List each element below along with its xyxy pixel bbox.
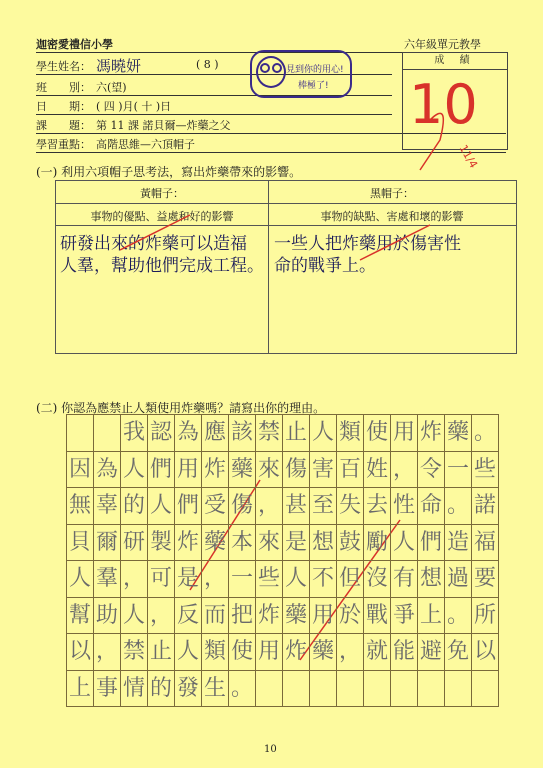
grid-cell: 一	[445, 452, 472, 489]
field-label: 學習重點：	[36, 138, 91, 151]
grid-cell: 們	[175, 488, 202, 525]
grid-cell: ，	[391, 452, 418, 489]
grid-cell: 爭	[391, 598, 418, 635]
grid-cell	[418, 671, 445, 708]
grid-cell: 甚	[283, 488, 310, 525]
grid-cell	[472, 671, 499, 708]
page-number: 10	[264, 744, 277, 755]
grid-cell: 藥	[202, 525, 229, 562]
grid-cell: 無	[67, 488, 94, 525]
grid-cell: 想	[310, 525, 337, 562]
grid-cell: 人	[310, 415, 337, 452]
black-hat-answer-2: 命的戰爭上。	[274, 256, 376, 276]
grid-cell: 們	[418, 525, 445, 562]
grid-cell: 認	[148, 415, 175, 452]
grid-cell: 傷	[283, 452, 310, 489]
field-value: 高階思維—六頂帽子	[96, 138, 195, 151]
grid-cell: 。	[472, 415, 499, 452]
grid-cell: 藥	[310, 634, 337, 671]
grid-cell: 福	[472, 525, 499, 562]
grid-cell: 炸	[175, 525, 202, 562]
grid-cell: ，	[94, 634, 121, 671]
grid-cell: 因	[67, 452, 94, 489]
grid-cell: 。	[445, 598, 472, 635]
grid-cell: 令	[418, 452, 445, 489]
grid-cell	[337, 671, 364, 708]
grid-cell: 失	[337, 488, 364, 525]
grid-cell: 類	[202, 634, 229, 671]
grid-cell: 用	[310, 598, 337, 635]
grid-cell: 我	[121, 415, 148, 452]
grid-cell: 傷	[229, 488, 256, 525]
grid-cell: 來	[256, 525, 283, 562]
grid-cell: 避	[418, 634, 445, 671]
grid-cell	[310, 671, 337, 708]
grid-cell: 人	[391, 525, 418, 562]
grid-cell: 人	[121, 598, 148, 635]
grid-cell: 藥	[445, 415, 472, 452]
grid-cell: 過	[445, 561, 472, 598]
student-number: ( 8 )	[196, 58, 219, 71]
grid-cell	[445, 671, 472, 708]
grid-cell: 以	[67, 634, 94, 671]
grid-cell: 來	[256, 452, 283, 489]
grid-cell: ，	[148, 598, 175, 635]
grid-cell: 研	[121, 525, 148, 562]
grid-cell: 禁	[256, 415, 283, 452]
grid-cell: 至	[310, 488, 337, 525]
grid-cell: 止	[283, 415, 310, 452]
grid-cell: 勵	[364, 525, 391, 562]
grid-cell: 製	[148, 525, 175, 562]
grid-cell: 可	[148, 561, 175, 598]
grid-cell: 所	[472, 598, 499, 635]
grid-cell: 使	[229, 634, 256, 671]
grid-cell: 人	[67, 561, 94, 598]
grid-cell	[256, 671, 283, 708]
grid-cell: 去	[364, 488, 391, 525]
grid-cell: 助	[94, 598, 121, 635]
yellow-hat-title: 黃帽子：	[140, 187, 184, 200]
grid-cell: 人	[121, 452, 148, 489]
grid-cell: 戰	[364, 598, 391, 635]
grid-cell: 貝	[67, 525, 94, 562]
grid-cell: 反	[175, 598, 202, 635]
grid-cell: 沒	[364, 561, 391, 598]
grid-cell: 類	[337, 415, 364, 452]
grid-cell: 生	[202, 671, 229, 708]
grid-cell: 幫	[67, 598, 94, 635]
grid-cell: ，	[256, 488, 283, 525]
grid-cell: 一	[229, 561, 256, 598]
grid-cell: 用	[391, 415, 418, 452]
field-label: 班 別：	[36, 81, 91, 94]
grid-cell: 些	[256, 561, 283, 598]
grid-cell: 爾	[94, 525, 121, 562]
writing-grid	[66, 414, 499, 707]
grid-cell: 要	[472, 561, 499, 598]
grid-cell: 上	[67, 671, 94, 708]
grid-cell: 使	[364, 415, 391, 452]
grid-cell: 人	[148, 488, 175, 525]
grid-cell: 人	[175, 634, 202, 671]
grid-cell: 就	[364, 634, 391, 671]
grid-cell: 炸	[418, 415, 445, 452]
grid-cell: 於	[337, 598, 364, 635]
field-label: 學生姓名：	[36, 60, 91, 73]
grid-cell: 命	[418, 488, 445, 525]
score-mark: 10	[409, 73, 478, 136]
grid-cell: 而	[202, 598, 229, 635]
grid-cell: 但	[337, 561, 364, 598]
grid-cell: 百	[337, 452, 364, 489]
grid-cell: 上	[418, 598, 445, 635]
grid-cell: 人	[283, 561, 310, 598]
grid-cell	[391, 671, 418, 708]
marking-date: 11/4	[456, 142, 481, 171]
grid-cell	[67, 415, 94, 452]
grid-cell: 羣	[94, 561, 121, 598]
grid-cell: 的	[148, 671, 175, 708]
grid-cell: 藥	[229, 452, 256, 489]
field-label: 日 期：	[36, 100, 91, 113]
grid-cell: 用	[175, 452, 202, 489]
grid-cell: ，	[337, 634, 364, 671]
grid-cell: 造	[445, 525, 472, 562]
grid-cell: 把	[229, 598, 256, 635]
grid-cell: 禁	[121, 634, 148, 671]
grid-cell: 。	[445, 488, 472, 525]
black-hat-desc: 事物的缺點、害處和壞的影響	[320, 210, 464, 223]
stamp-line2: 棒極了!	[298, 81, 329, 91]
grid-cell: ，	[121, 561, 148, 598]
field-value: 第 11 課 諾貝爾—炸藥之父	[96, 119, 231, 132]
grid-cell: 炸	[256, 598, 283, 635]
grid-cell: 些	[472, 452, 499, 489]
grid-cell: 鼓	[337, 525, 364, 562]
grid-cell: 想	[418, 561, 445, 598]
field-value: 六(望)	[96, 81, 127, 94]
grid-cell: 。	[229, 671, 256, 708]
grid-cell: 炸	[202, 452, 229, 489]
grid-cell: 害	[310, 452, 337, 489]
grid-cell: 以	[472, 634, 499, 671]
grid-cell: 為	[94, 452, 121, 489]
grid-cell: 免	[445, 634, 472, 671]
grid-cell: 用	[256, 634, 283, 671]
field-value: ( 四 )月( 十 )日	[96, 100, 172, 113]
grid-cell: 受	[202, 488, 229, 525]
yellow-hat-desc: 事物的優點、益處和好的影響	[90, 210, 234, 223]
black-hat-answer-1: 一些人把炸藥用於傷害性	[274, 234, 461, 254]
unit-label: 六年級單元教學	[404, 38, 481, 51]
grid-cell: 能	[391, 634, 418, 671]
grid-cell: 為	[175, 415, 202, 452]
grid-cell: 藥	[283, 598, 310, 635]
grid-cell: 性	[391, 488, 418, 525]
score-title: 成 績	[403, 53, 507, 70]
black-hat-title: 黑帽子：	[370, 187, 414, 200]
grid-cell: 有	[391, 561, 418, 598]
stamp-line1: 見到你的用心!	[286, 65, 344, 75]
grid-cell: ，	[202, 561, 229, 598]
grid-cell: 不	[310, 561, 337, 598]
grid-cell: 辜	[94, 488, 121, 525]
grid-cell: 情	[121, 671, 148, 708]
grid-cell: 是	[175, 561, 202, 598]
field-label: 課 題：	[36, 119, 91, 132]
grid-cell: 諾	[472, 488, 499, 525]
grid-cell: 們	[148, 452, 175, 489]
grid-cell	[283, 671, 310, 708]
grid-cell: 炸	[283, 634, 310, 671]
grid-cell: 姓	[364, 452, 391, 489]
question-2: (二) 你認為應禁止人類使用炸藥嗎？請寫出你的理由。	[36, 401, 326, 415]
grid-cell: 本	[229, 525, 256, 562]
yellow-hat-answer-1: 研發出來的炸藥可以造福	[60, 234, 247, 254]
grid-cell	[94, 415, 121, 452]
grid-cell: 該	[229, 415, 256, 452]
yellow-hat-answer-2: 人羣，幫助他們完成工程。	[60, 256, 264, 276]
grid-cell: 應	[202, 415, 229, 452]
grid-cell: 發	[175, 671, 202, 708]
grid-cell: 事	[94, 671, 121, 708]
field-value: 馮曉妍	[96, 57, 142, 75]
grid-cell: 止	[148, 634, 175, 671]
grid-cell: 是	[283, 525, 310, 562]
grid-cell	[364, 671, 391, 708]
school-name: 迦密愛禮信小學	[36, 38, 113, 51]
grid-cell: 的	[121, 488, 148, 525]
question-1: (一) 利用六項帽子思考法，寫出炸藥帶來的影響。	[36, 165, 302, 179]
